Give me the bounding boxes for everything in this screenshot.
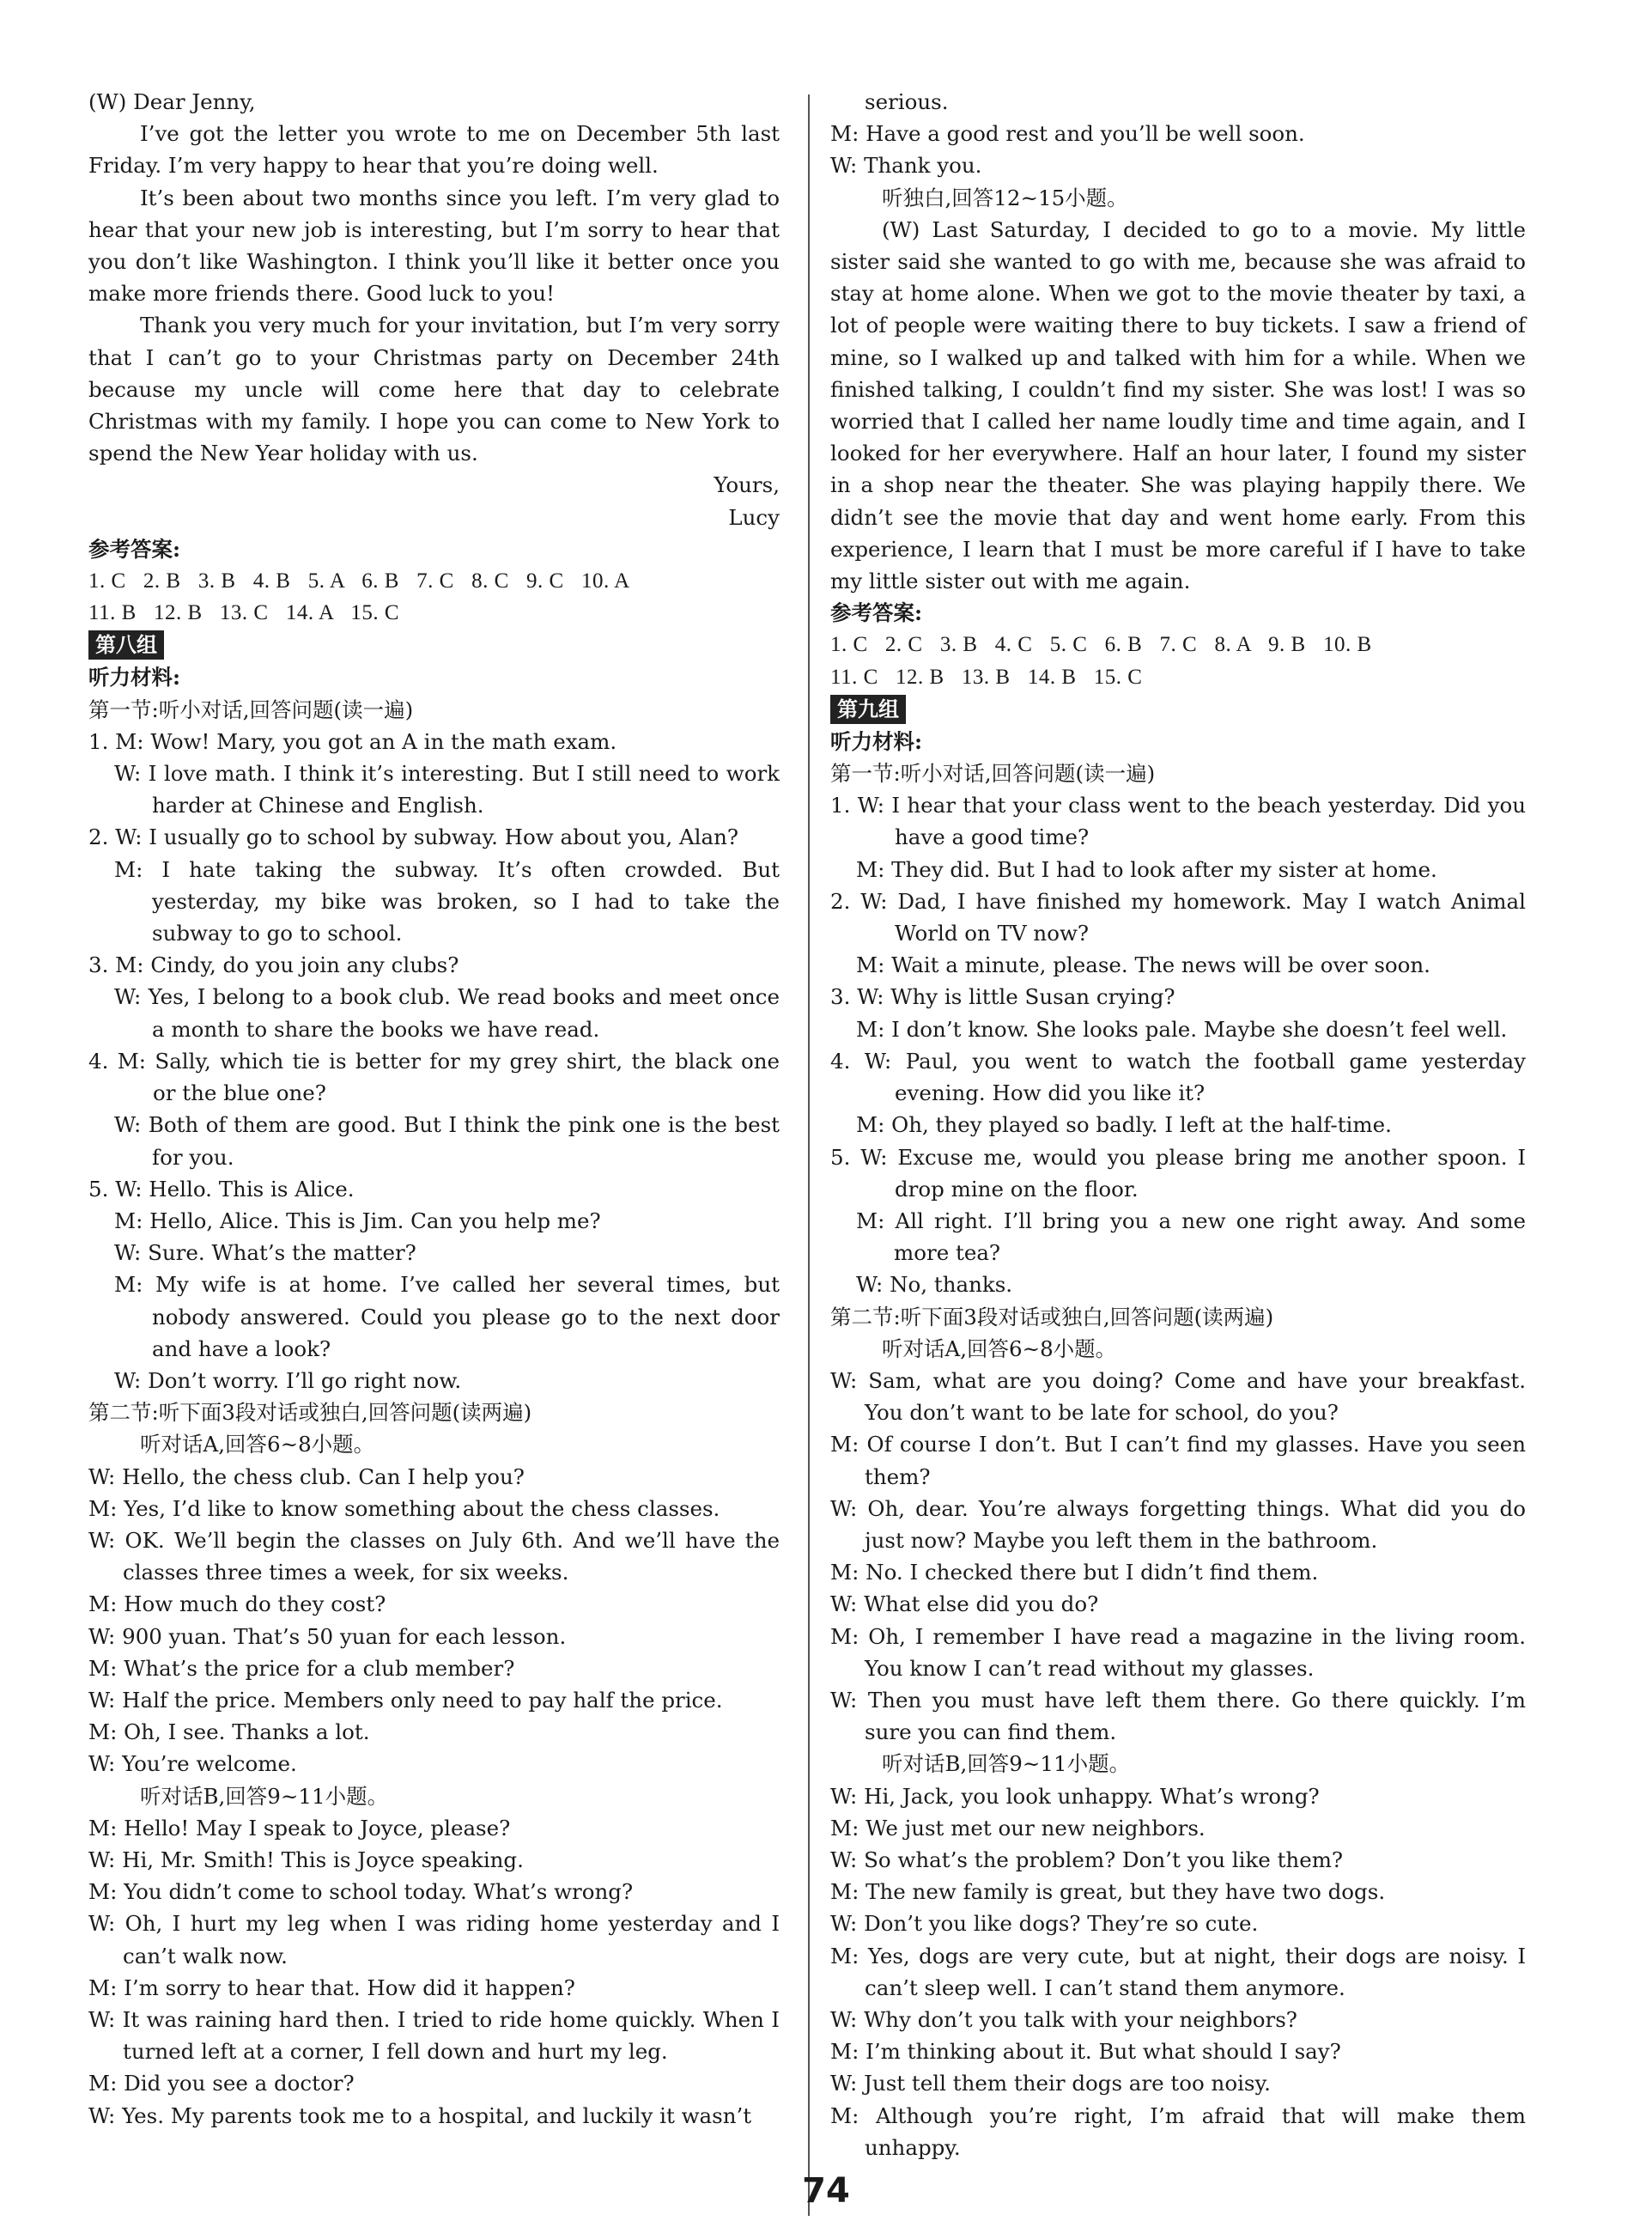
dialog-line [88, 1237, 780, 1269]
material-title: 听力材料: [830, 728, 923, 754]
dialog-text: I hate taking the subway. It’s often crowded. But yesterday, my bike was broken, so I had to take the subway to go to school. [152, 856, 780, 946]
letter-paragraph: Thank you very much for your invitation, but I’m very sorry that I can’t go to your Christmas party on December 24th because my uncle will come here that day to celebrate Christmas with my family. I hope you can come to New York to spend the New Year holiday with us. [88, 313, 780, 466]
dialog-text: Why don’t you talk with your neighbors? [864, 2006, 1297, 2032]
dialog-line [830, 1780, 1526, 1812]
dialog-line [830, 1493, 1526, 1556]
dialog-heading: 听对话B,回答9~11小题。 [140, 1783, 389, 1809]
speaker-label: M: [856, 1016, 885, 1042]
dialog-text: It was raining hard then. I tried to ride home quickly. When I turned left at a corner, I fell down and hurt my leg. [122, 2006, 780, 2065]
answers-line: 1. C 2. C 3. B 4. C 5. C 6. B 7. C 8. A 9. B 10. B [830, 633, 1372, 657]
dialog-text: Why is little Susan crying? [890, 984, 1175, 1010]
letter-paragraph: I’ve got the letter you wrote to me on December 5th last Friday. I’m very happy to hear that you’re doing well. [88, 121, 780, 179]
dialog-line [88, 726, 780, 758]
speaker-label: W: [830, 1495, 858, 1521]
speaker-label: W: [114, 1367, 142, 1393]
dialog-line [830, 1621, 1526, 1684]
dialog-text: Don’t worry. I’ll go right now. [148, 1367, 462, 1393]
dialog-text: I’m sorry to hear that. How did it happen? [124, 1974, 575, 2000]
speaker-label: W: [88, 1847, 116, 1872]
dialog-line [88, 1045, 780, 1109]
letter-signature: Lucy [728, 504, 780, 530]
dialog-line [88, 1652, 780, 1684]
dialog-text: Oh, they played so badly. I left at the half-time. [891, 1112, 1392, 1138]
speaker-label: M: [856, 952, 885, 978]
speaker-label: M: [830, 1943, 859, 1968]
dialog-text: How much do they cost? [124, 1591, 386, 1617]
dialog-text: My wife is at home. I’ve called her several times, but nobody answered. Could you please go to the next door and have a look? [152, 1272, 780, 1361]
speaker-label: M: [88, 1591, 118, 1617]
dialog-line [88, 1812, 780, 1844]
speaker-label: 5. W: [88, 1176, 143, 1202]
speaker-label: 4. M: [88, 1048, 147, 1074]
dialog-text: Thank you. [864, 153, 982, 179]
group-badge: 第八组 [88, 630, 164, 660]
column-divider [808, 94, 810, 2216]
dialog-text: Don’t you like dogs? They’re so cute. [864, 1911, 1259, 1937]
speaker-label: W: [114, 984, 142, 1010]
dialog-line [830, 1365, 1526, 1428]
dialog-line [830, 2035, 1526, 2067]
dialog-line [88, 981, 780, 1044]
speaker-label: M: [88, 1974, 118, 2000]
dialog-line [830, 885, 1526, 949]
dialog-text: Of course I don’t. But I can’t find my glasses. Have you seen them? [865, 1432, 1527, 1489]
monologue-heading: 听独白,回答12~15小题。 [882, 185, 1128, 210]
section-heading: 第二节:听下面3段对话或独白,回答问题(读两遍) [88, 1400, 532, 1426]
monologue-text: (W) Last Saturday, I decided to go to a movie. My little sister said she wanted to go with me, because she was afraid to stay at home alone. When we got to the movie theater by taxi, a lot of people were waiting there to buy tickets. I saw a friend of mine, so I walked up and talked with him for a while. When we finished talking, I couldn’t find my sister. She was lost! I was so worried that I called her name loudly time and time again, and I looked for her everywhere. Half an hour later, I found my sister in a shop near the theater. She was playing happily there. We didn’t see the movie that day and went home early. From this experience, I learn that I must be more careful if I have to take my little sister out with me again. [830, 216, 1526, 594]
dialog-text: What else did you do? [864, 1591, 1099, 1617]
speaker-label: M: [856, 1208, 885, 1233]
short-dialogs [88, 726, 780, 1396]
dialog-text: I don’t know. She looks pale. Maybe she doesn’t feel well. [891, 1016, 1508, 1042]
dialog-text: Although you’re right, I’m afraid that will make them unhappy. [865, 2102, 1526, 2160]
speaker-label: W: [830, 1847, 858, 1872]
section-heading: 第一节:听小对话,回答问题(读一遍) [88, 697, 414, 722]
speaker-label: W: [830, 1591, 858, 1617]
answers-line: 1. C 2. B 3. B 4. B 5. A 6. B 7. C 8. C 9. C 10. A [88, 569, 630, 593]
short-dialogs [830, 789, 1526, 1300]
dialog-line [88, 758, 780, 821]
speaker-label: W: [88, 1911, 116, 1937]
dialog-text: Oh, I remember I have read a magazine in the living room. You know I can’t read without my glasses. [865, 1623, 1526, 1681]
dialog-text: Oh, I see. Thanks a lot. [124, 1719, 370, 1745]
dialog-text: Half the price. Members only need to pay half the price. [122, 1687, 723, 1713]
dialog-line [88, 1588, 780, 1620]
dialog-b [830, 1780, 1526, 2163]
speaker-label: W: [88, 1623, 116, 1649]
dialog-text: Oh, dear. You’re always forgetting things. What did you do just now? Maybe you left them in the bathroom. [865, 1495, 1526, 1553]
dialog-line [88, 1972, 780, 2004]
dialog-line [830, 1013, 1526, 1045]
dialog-text: Then you must have left them there. Go there quickly. I’m sure you can find them. [865, 1687, 1526, 1745]
letter-salutation: (W) Dear Jenny, [88, 89, 256, 114]
dialog-text: I love math. I think it’s interesting. But I still need to work harder at Chinese and English. [148, 761, 780, 818]
right-column [830, 86, 1526, 2163]
dialog-text: All right. I’ll bring you a new one right away. And some more tea? [894, 1208, 1526, 1266]
dialog-line [830, 1205, 1526, 1269]
speaker-label: W: [114, 1240, 142, 1266]
speaker-label: M: [88, 1879, 118, 1905]
dialog-text: Hello. This is Alice. [149, 1176, 355, 1202]
dialog-line [88, 1524, 780, 1588]
dialog-text: Dad, I have finished my homework. May I watch Animal World on TV now? [895, 888, 1526, 946]
speaker-label: 4. W: [830, 1048, 892, 1074]
speaker-label: W: [88, 1751, 116, 1777]
dialog-line [88, 1109, 780, 1172]
dialog-a [830, 1365, 1526, 1748]
speaker-label: 1. M: [88, 728, 144, 754]
dialog-text: No. I checked there but I didn’t find them. [865, 1560, 1319, 1585]
speaker-label: M: [856, 1112, 885, 1138]
dialog-text: You’re welcome. [122, 1751, 297, 1777]
speaker-label: 3. M: [88, 952, 144, 978]
speaker-label: M: [830, 121, 859, 147]
section-heading: 第一节:听小对话,回答问题(读一遍) [830, 761, 1156, 787]
dialog-text: Oh, I hurt my leg when I was riding home yesterday and I can’t walk now. [123, 1911, 780, 1968]
speaker-label: M: [114, 856, 143, 882]
dialog-line [830, 1812, 1526, 1844]
dialog-text: Just tell them their dogs are too noisy. [864, 2071, 1271, 2096]
speaker-label: W: [88, 1687, 116, 1713]
dialog-text: Wow! Mary, you got an A in the math exam. [150, 728, 617, 754]
speaker-label: M: [88, 1655, 118, 1681]
dialog-text: Sure. What’s the matter? [148, 1240, 416, 1266]
speaker-label: 1. W: [830, 793, 885, 818]
dialog-heading: 听对话A,回答6~8小题。 [882, 1336, 1117, 1361]
speaker-label: W: [830, 2071, 858, 2096]
dialog-line [830, 1684, 1526, 1748]
dialog-line [830, 1908, 1526, 1939]
letter-closing: Yours, [714, 472, 780, 498]
dialog-text: The new family is great, but they have two dogs. [865, 1879, 1386, 1905]
speaker-label: M: [830, 1560, 859, 1585]
dialog-line [830, 1269, 1526, 1300]
dialog-text: Wait a minute, please. The news will be over soon. [891, 952, 1430, 978]
speaker-label: 2. W: [830, 888, 888, 914]
dialog-line [830, 854, 1526, 885]
dialog-text: Cindy, do you join any clubs? [150, 952, 459, 978]
dialog-text: 900 yuan. That’s 50 yuan for each lesson. [122, 1623, 567, 1649]
dialog-line [830, 2067, 1526, 2099]
speaker-label: W: [830, 1783, 858, 1809]
dialog-text: I hear that your class went to the beach yesterday. Did you have a good time? [891, 793, 1526, 850]
speaker-label: M: [830, 1432, 859, 1457]
dialog-text: I’m thinking about it. But what should I say? [865, 2039, 1341, 2065]
speaker-label: W: [88, 2102, 116, 2128]
dialog-line [830, 1141, 1526, 1205]
dialog-line [830, 1940, 1526, 2004]
dialog-text: Both of them are good. But I think the pink one is the best for you. [148, 1112, 780, 1170]
speaker-label: M: [830, 1623, 859, 1649]
speaker-label: W: [114, 761, 142, 787]
dialog-line [830, 1588, 1526, 1620]
speaker-label: W: [830, 153, 858, 179]
speaker-label: M: [830, 2039, 859, 2065]
dialog-text: Yes, I’d like to know something about the chess classes. [124, 1495, 720, 1521]
dialog-line [88, 1748, 780, 1780]
answers-line: 11. C 12. B 13. B 14. B 15. C [830, 665, 1143, 689]
dialog-a [88, 1461, 780, 1780]
material-title: 听力材料: [88, 665, 181, 691]
dialog-text: Hi, Mr. Smith! This is Joyce speaking. [122, 1847, 524, 1872]
speaker-label: M: [88, 2071, 118, 2096]
dialog-text: You didn’t come to school today. What’s wrong? [124, 1879, 634, 1905]
dialog-line [88, 1205, 780, 1237]
dialog-line [88, 1844, 780, 1876]
answers-line: 11. B 12. B 13. C 14. A 15. C [88, 601, 400, 625]
section-heading: 第二节:听下面3段对话或独白,回答问题(读两遍) [830, 1304, 1274, 1330]
dialog-line [88, 949, 780, 981]
speaker-label: W: [830, 1911, 858, 1937]
dialog-text: Hello! May I speak to Joyce, please? [124, 1815, 511, 1841]
dialog-line [88, 1365, 780, 1396]
letter-paragraph: It’s been about two months since you left. I’m very glad to hear that your new job is interesting, but I’m sorry to hear that you don’t like Washington. I think you’ll like it better once you make more friends there. Good luck to you! [88, 185, 780, 307]
dialog-text: So what’s the problem? Don’t you like them? [864, 1847, 1344, 1872]
dialog-line [830, 149, 1526, 181]
dialog-line [88, 854, 780, 950]
speaker-label: W: [830, 1367, 858, 1393]
dialog-text: What’s the price for a club member? [124, 1655, 515, 1681]
dialog-line [830, 1844, 1526, 1876]
speaker-label: W: [830, 1687, 858, 1713]
speaker-label: M: [114, 1272, 143, 1298]
dialog-heading: 听对话B,回答9~11小题。 [882, 1751, 1131, 1777]
dialog-text: Did you see a doctor? [124, 2071, 355, 2096]
page-number: 74 [802, 2171, 850, 2211]
dialog-text: Paul, you went to watch the football game yesterday evening. How did you like it? [895, 1048, 1526, 1106]
dialog-line [88, 1461, 780, 1493]
dialog-line [830, 949, 1526, 981]
dialog-line [88, 1716, 780, 1748]
dialog-line [830, 1556, 1526, 1588]
speaker-label: M: [830, 1879, 859, 1905]
dialog-text: Sally, which tie is better for my grey shirt, the black one or the blue one? [153, 1048, 780, 1106]
continued-text: serious. [865, 89, 949, 114]
dialog-text: OK. We’ll begin the classes on July 6th. And we’ll have the classes three times a week, for six weeks. [123, 1527, 780, 1585]
speaker-label: W: [114, 1112, 142, 1138]
speaker-label: M: [830, 2102, 859, 2128]
answers-title: 参考答案: [88, 536, 181, 562]
dialog-line [88, 1621, 780, 1652]
speaker-label: M: [830, 1815, 859, 1841]
dialog-line [830, 2100, 1526, 2163]
dialog-line [830, 1428, 1526, 1492]
dialog-text: Hello, Alice. This is Jim. Can you help me? [149, 1208, 601, 1233]
dialog-line [88, 1173, 780, 1205]
speaker-label: 5. W: [830, 1144, 888, 1170]
speaker-label: 3. W: [830, 984, 884, 1010]
dialog-text: Yes, I belong to a book club. We read books and meet once a month to share the books we have read. [148, 984, 780, 1042]
dialog-text: Sam, what are you doing? Come and have your breakfast. You don’t want to be late for school, do you? [865, 1367, 1526, 1426]
dialog-line [830, 981, 1526, 1013]
speaker-label: W: [830, 2006, 858, 2032]
speaker-label: M: [856, 856, 885, 882]
dialog-text: We just met our new neighbors. [865, 1815, 1206, 1841]
dialog-line [830, 2004, 1526, 2035]
dialog-text: I usually go to school by subway. How about you, Alan? [149, 824, 738, 850]
dialog-line [88, 2004, 780, 2067]
dialog-text: They did. But I had to look after my sister at home. [891, 856, 1437, 882]
dialog-line [830, 1876, 1526, 1908]
speaker-label: M: [88, 1495, 118, 1521]
dialog-line [830, 789, 1526, 853]
dialog-line [88, 1684, 780, 1716]
speaker-label: M: [88, 1719, 118, 1745]
dialog-line [88, 1269, 780, 1365]
dialog-text: No, thanks. [890, 1272, 1013, 1298]
dialog-line [830, 1045, 1526, 1109]
dialog-text: Yes. My parents took me to a hospital, and luckily it wasn’t [122, 2102, 752, 2128]
dialog-text: Yes, dogs are very cute, but at night, their dogs are noisy. I can’t sleep well. I can’t stand them anymore. [865, 1943, 1526, 2000]
dialog-text: Hello, the chess club. Can I help you? [122, 1463, 525, 1489]
speaker-label: W: [88, 1527, 116, 1553]
dialog-text: Have a good rest and you’ll be well soon. [865, 121, 1305, 147]
speaker-label: W: [856, 1272, 884, 1298]
answers-title: 参考答案: [830, 600, 923, 626]
dialog-line [88, 1493, 780, 1524]
speaker-label: M: [114, 1208, 143, 1233]
dialog-line [88, 2100, 780, 2132]
dialog-line [830, 1109, 1526, 1141]
left-column [88, 86, 780, 2132]
speaker-label: 2. W: [88, 824, 143, 850]
dialog-line [88, 2067, 780, 2099]
continued-dialog [830, 118, 1526, 181]
dialog-heading: 听对话A,回答6~8小题。 [140, 1432, 375, 1457]
dialog-line [88, 821, 780, 853]
dialog-line [88, 1908, 780, 1971]
dialog-text: Excuse me, would you please bring me another spoon. I drop mine on the floor. [895, 1144, 1526, 1202]
speaker-label: W: [88, 2006, 116, 2032]
dialog-text: Hi, Jack, you look unhappy. What’s wrong? [864, 1783, 1320, 1809]
speaker-label: W: [88, 1463, 116, 1489]
dialog-line [830, 118, 1526, 149]
dialog-line [88, 1876, 780, 1908]
group-badge: 第九组 [830, 695, 906, 724]
speaker-label: M: [88, 1815, 118, 1841]
dialog-b [88, 1812, 780, 2132]
